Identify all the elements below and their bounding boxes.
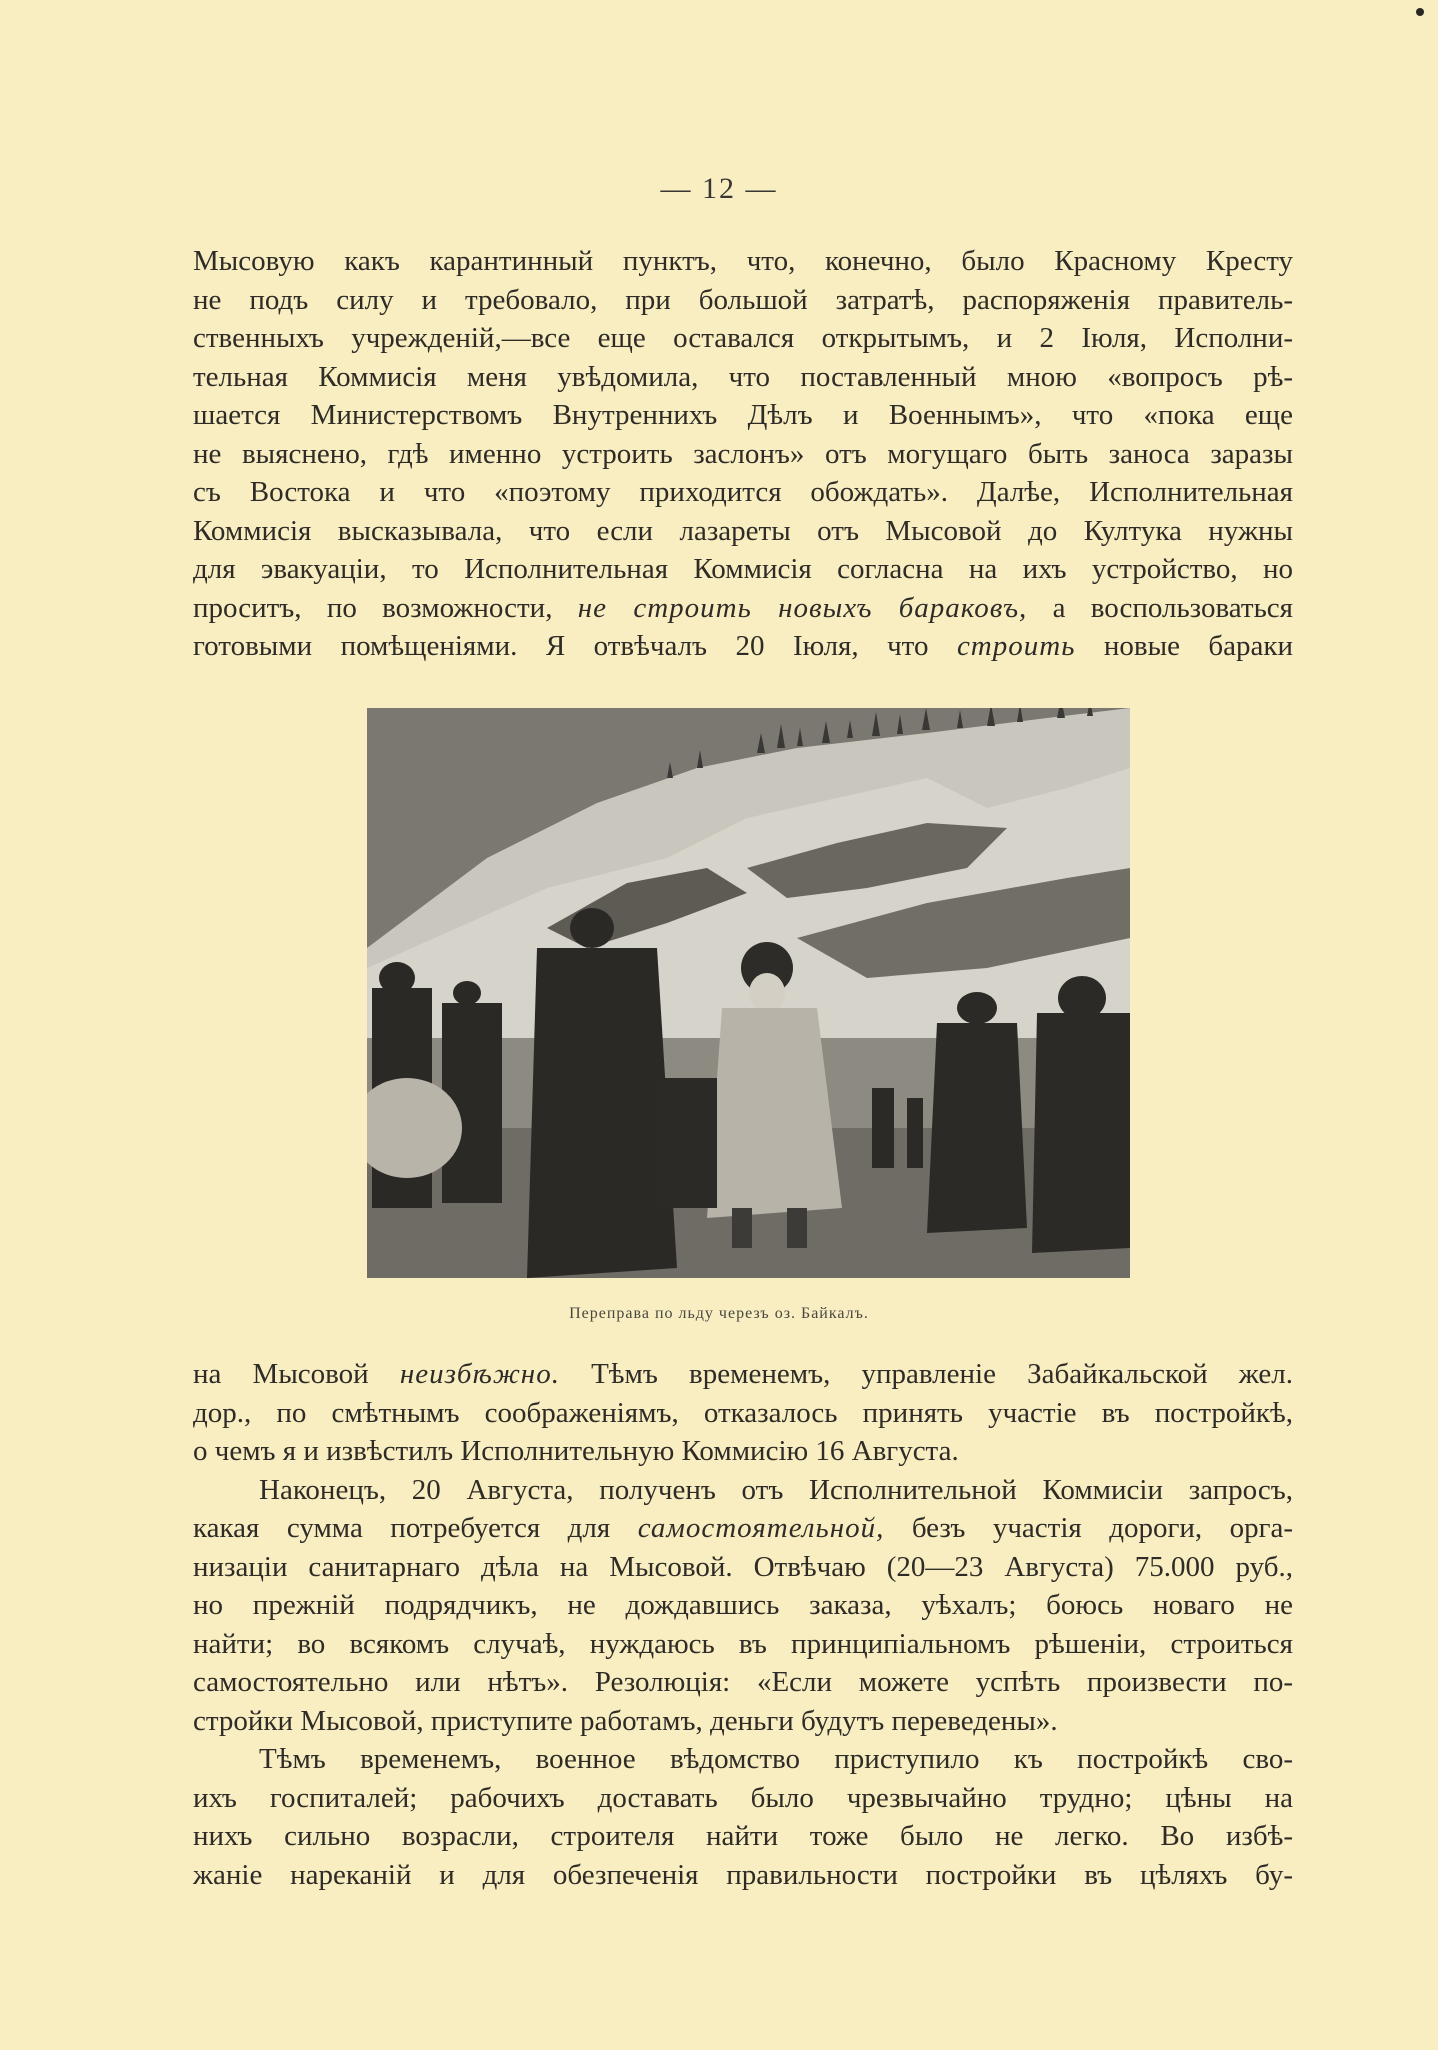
- text-line: Тѣмъ временемъ, военное вѣдомство приступило къ постройкѣ сво-: [259, 1743, 1293, 1775]
- emphasis-text: строить: [956, 630, 1076, 662]
- text-line: ственныхъ учрежденій,—все еще оставался открытымъ, и 2 Іюля, Исполни-: [193, 322, 1293, 354]
- text-line: [193, 589, 1293, 628]
- text-run: а воспользоваться: [1052, 591, 1294, 624]
- text-line: о чемъ я и извѣстилъ Исполнительную Коммисію 16 Августа.: [193, 1435, 959, 1467]
- text-line: не выяснено, гдѣ именно устроить заслонъ» отъ могущаго быть заноса заразы: [193, 437, 1293, 470]
- text-line: нихъ сильно возрасли, строителя найти тоже было не легко. Во избѣ-: [193, 1820, 1293, 1852]
- text-line: для эвакуаціи, то Исполнительная Коммисія согласна на ихъ устройство, но: [193, 553, 1293, 585]
- text-line: [193, 1355, 1293, 1394]
- text-line: шается Министерствомъ Внутреннихъ Дѣлъ и Военнымъ», что «пока еще: [193, 399, 1293, 431]
- text-line: Мысовую какъ карантинный пунктъ, что, конечно, было Красному Кресту: [193, 245, 1293, 277]
- text-run: Тѣмъ временемъ, управленіе Забайкальской жел.: [591, 1358, 1293, 1390]
- text-line: самостоятельно или нѣтъ». Резолюція: «Если можете успѣть произвести по-: [193, 1666, 1293, 1698]
- text-run: новые бараки: [1103, 630, 1294, 662]
- page-number: — 12 —: [660, 172, 778, 205]
- text-line: но прежній подрядчикъ, не дождавшись заказа, уѣхалъ; боюсь новаго не: [193, 1589, 1293, 1621]
- text-line: ихъ госпиталей; рабочихъ доставать было чрезвычайно трудно; цѣны на: [193, 1781, 1293, 1814]
- ink-dot: [1416, 8, 1424, 16]
- text-line: не подъ силу и требовало, при большой затратѣ, распоряженія правитель-: [193, 283, 1293, 316]
- text-run: готовыми помѣщеніями. Я отвѣчалъ 20 Іюля, что: [193, 630, 929, 662]
- text-line: [193, 627, 1293, 666]
- text-run: безъ участія дороги, орга-: [911, 1512, 1294, 1544]
- photograph-baikal-crossing: [367, 708, 1130, 1278]
- text-run: какая сумма потребуется для: [193, 1512, 611, 1544]
- text-line: тельная Коммисія меня увѣдомила, что поставленный мною «вопросъ рѣ-: [193, 360, 1293, 393]
- text-line: съ Востока и что «поэтому приходится обождать». Далѣе, Исполнительная: [193, 476, 1293, 508]
- text-run: проситъ, по возможности,: [193, 591, 553, 624]
- text-line: найти; во всякомъ случаѣ, нуждаюсь въ принципіальномъ рѣшеніи, строиться: [193, 1627, 1293, 1660]
- photo-scene: [367, 708, 1130, 1278]
- text-line: стройки Мысовой, приступите работамъ, деньги будутъ переведены».: [193, 1704, 1058, 1737]
- emphasis-text: самостоятельной,: [637, 1512, 885, 1544]
- emphasis-text: неизбѣжно.: [399, 1358, 560, 1390]
- text-line: низаціи санитарнаго дѣла на Мысовой. Отвѣчаю (20—23 Августа) 75.000 руб.,: [193, 1550, 1293, 1583]
- text-line: [193, 1509, 1293, 1548]
- text-line: жаніе нареканій и для обезпеченія правильности постройки въ цѣляхъ бу-: [193, 1858, 1293, 1891]
- text-line: дор., по смѣтнымъ соображеніямъ, отказалось принять участіе въ постройкѣ,: [193, 1396, 1293, 1429]
- text-run: на Мысовой: [193, 1358, 369, 1390]
- photo-caption: Переправа по льду черезъ оз. Байкалъ.: [569, 1305, 869, 1322]
- emphasis-text: не строить новыхъ бараковъ,: [577, 591, 1028, 624]
- text-line: Наконецъ, 20 Августа, полученъ отъ Исполнительной Коммисіи запросъ,: [259, 1473, 1293, 1506]
- bottom-paragraphs: [193, 1355, 1293, 1894]
- text-line: Коммисія высказывала, что если лазареты отъ Мысовой до Култука нужны: [193, 514, 1293, 547]
- top-paragraph: [193, 242, 1293, 666]
